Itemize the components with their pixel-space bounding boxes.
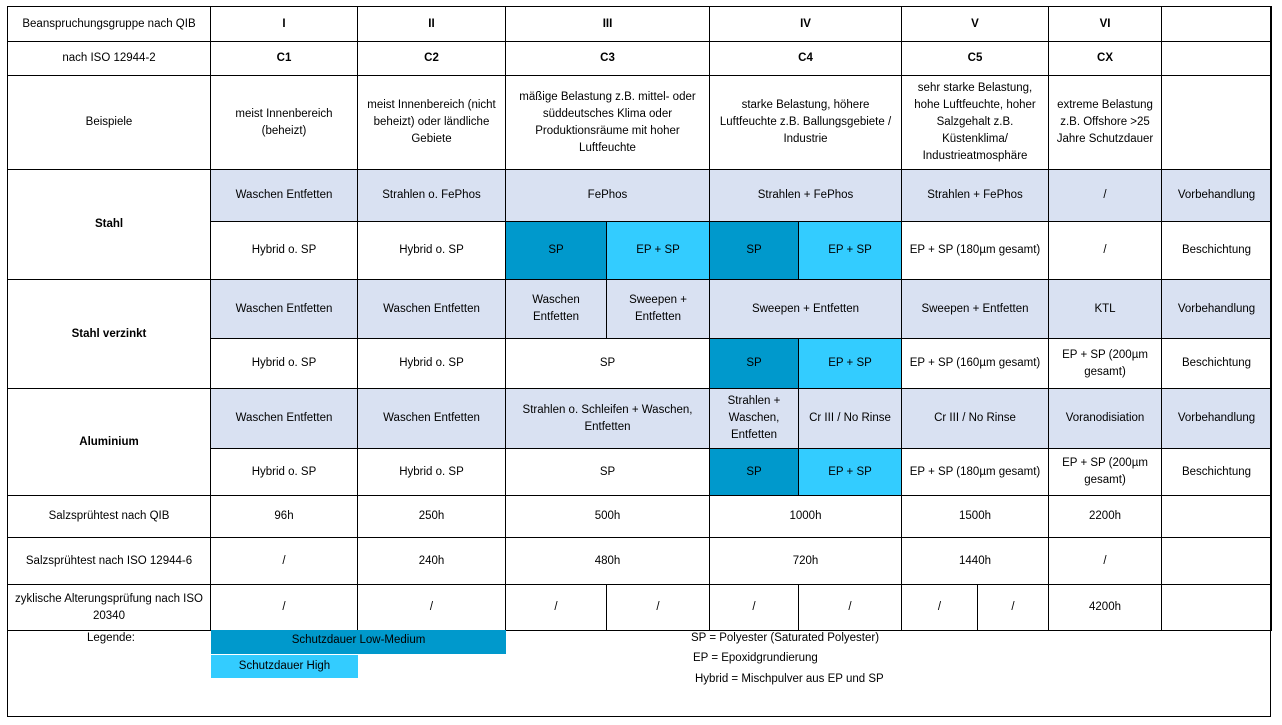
cyclic-cx: 4200h xyxy=(1049,585,1162,631)
legend-high: Schutzdauer High xyxy=(211,655,358,678)
example-c2: meist Innenbereich (nicht beheizt) oder ländliche Gebiete xyxy=(358,76,506,170)
aluminium-label: Aluminium xyxy=(8,389,211,496)
salt-qib-c2: 250h xyxy=(358,496,506,538)
stahl-coat-cx: / xyxy=(1049,222,1162,280)
iso-cx: CX xyxy=(1049,42,1162,76)
aluminium-coat-cx: EP + SP (200µm gesamt) xyxy=(1049,449,1162,496)
stahl-coat-c5: EP + SP (180µm gesamt) xyxy=(902,222,1049,280)
cyclic-c1: / xyxy=(211,585,358,631)
salt-iso-c3: 480h xyxy=(506,538,710,585)
example-cx: extreme Belastung z.B. Offshore >25 Jahre Schutzdauer xyxy=(1049,76,1162,170)
group-i: I xyxy=(211,7,358,42)
verzinkt-coat-c3: SP xyxy=(506,339,710,389)
aluminium-coat-c4-low: SP xyxy=(710,449,799,496)
iso-c1: C1 xyxy=(211,42,358,76)
aluminium-coat-c3: SP xyxy=(506,449,710,496)
cyclic-c3b: / xyxy=(607,585,710,631)
aluminium-pre-c2: Waschen Entfetten xyxy=(358,389,506,449)
aluminium-coat-c5: EP + SP (180µm gesamt) xyxy=(902,449,1049,496)
header-label: Beanspruchungsgruppe nach QIB xyxy=(8,7,211,42)
cyclic-label: zyklische Alterungsprüfung nach ISO 20340 xyxy=(8,585,211,631)
stahl-pre-c1: Waschen Entfetten xyxy=(211,170,358,222)
salt-qib-c5: 1500h xyxy=(902,496,1049,538)
group-ii: II xyxy=(358,7,506,42)
stahl-coat-c1: Hybrid o. SP xyxy=(211,222,358,280)
aluminium-pre-type: Vorbehandlung xyxy=(1162,389,1272,449)
group-v: V xyxy=(902,7,1049,42)
iso-c3: C3 xyxy=(506,42,710,76)
stahl-coat-c3-high: EP + SP xyxy=(607,222,710,280)
verzinkt-pre-c3a: Waschen Entfetten xyxy=(506,280,607,339)
verzinkt-coat-type: Beschichtung xyxy=(1162,339,1272,389)
aluminium-pre-cx: Voranodisiation xyxy=(1049,389,1162,449)
aluminium-coat-c4-high: EP + SP xyxy=(799,449,902,496)
stahl-coat-c4-low: SP xyxy=(710,222,799,280)
verzinkt-pre-type: Vorbehandlung xyxy=(1162,280,1272,339)
cyclic-c3a: / xyxy=(506,585,607,631)
stahl-pre-c4: Strahlen + FePhos xyxy=(710,170,902,222)
salt-iso-c1: / xyxy=(211,538,358,585)
stahl-pre-cx: / xyxy=(1049,170,1162,222)
verzinkt-label: Stahl verzinkt xyxy=(8,280,211,389)
cyclic-c5a: / xyxy=(902,585,978,631)
stahl-pre-c5: Strahlen + FePhos xyxy=(902,170,1049,222)
aluminium-coat-type: Beschichtung xyxy=(1162,449,1272,496)
aluminium-pre-c4a: Strahlen + Waschen, Entfetten xyxy=(710,389,799,449)
cyclic-c2: / xyxy=(358,585,506,631)
verzinkt-pre-c1: Waschen Entfetten xyxy=(211,280,358,339)
verzinkt-coat-c2: Hybrid o. SP xyxy=(358,339,506,389)
examples-label: Beispiele xyxy=(8,76,211,170)
example-c5: sehr starke Belastung, hohe Luftfeuchte, hoher Salzgehalt z.B. Küstenklima/ Industrieatmosphäre xyxy=(902,76,1049,170)
cyclic-c5b: / xyxy=(978,585,1049,631)
verzinkt-pre-c5: Sweepen + Entfetten xyxy=(902,280,1049,339)
cyclic-c4a: / xyxy=(710,585,799,631)
verzinkt-pre-cx: KTL xyxy=(1049,280,1162,339)
stahl-coat-c2: Hybrid o. SP xyxy=(358,222,506,280)
aluminium-pre-c3: Strahlen o. Schleifen + Waschen, Entfetten xyxy=(506,389,710,449)
verzinkt-coat-c1: Hybrid o. SP xyxy=(211,339,358,389)
stahl-label: Stahl xyxy=(8,170,211,280)
stahl-coat-c4-high: EP + SP xyxy=(799,222,902,280)
legend-label: Legende: xyxy=(87,632,135,644)
example-c4: starke Belastung, höhere Luftfeuchte z.B. Ballungsgebiete / Industrie xyxy=(710,76,902,170)
stahl-coat-type: Beschichtung xyxy=(1162,222,1272,280)
salt-iso-cx: / xyxy=(1049,538,1162,585)
salt-qib-cx: 2200h xyxy=(1049,496,1162,538)
iso-c4: C4 xyxy=(710,42,902,76)
stahl-pre-type: Vorbehandlung xyxy=(1162,170,1272,222)
salt-qib-label: Salzsprühtest nach QIB xyxy=(8,496,211,538)
verzinkt-coat-cx: EP + SP (200µm gesamt) xyxy=(1049,339,1162,389)
legend-ep: EP = Epoxidgrundierung xyxy=(693,652,818,664)
aluminium-pre-c5: Cr III / No Rinse xyxy=(902,389,1049,449)
example-c3: mäßige Belastung z.B. mittel- oder süddeutsches Klima oder Produktionsräume mit hoher Luftfeuchte xyxy=(506,76,710,170)
group-iv: IV xyxy=(710,7,902,42)
verzinkt-pre-c3b: Sweepen + Entfetten xyxy=(607,280,710,339)
salt-iso-label: Salzsprühtest nach ISO 12944-6 xyxy=(8,538,211,585)
group-iii: III xyxy=(506,7,710,42)
iso-label: nach ISO 12944-2 xyxy=(8,42,211,76)
stahl-coat-c3-low: SP xyxy=(506,222,607,280)
cyclic-c4b: / xyxy=(799,585,902,631)
legend-hybrid: Hybrid = Mischpulver aus EP und SP xyxy=(695,673,884,685)
example-c1: meist Innenbereich (beheizt) xyxy=(211,76,358,170)
salt-qib-c1: 96h xyxy=(211,496,358,538)
verzinkt-pre-c2: Waschen Entfetten xyxy=(358,280,506,339)
stahl-pre-c2: Strahlen o. FePhos xyxy=(358,170,506,222)
aluminium-pre-c1: Waschen Entfetten xyxy=(211,389,358,449)
verzinkt-pre-c4: Sweepen + Entfetten xyxy=(710,280,902,339)
verzinkt-coat-c5: EP + SP (160µm gesamt) xyxy=(902,339,1049,389)
salt-iso-c5: 1440h xyxy=(902,538,1049,585)
legend-low-medium: Schutzdauer Low-Medium xyxy=(211,630,506,654)
salt-iso-c4: 720h xyxy=(710,538,902,585)
group-vi: VI xyxy=(1049,7,1162,42)
iso-c5: C5 xyxy=(902,42,1049,76)
salt-qib-c3: 500h xyxy=(506,496,710,538)
salt-qib-c4: 1000h xyxy=(710,496,902,538)
salt-iso-c2: 240h xyxy=(358,538,506,585)
iso-c2: C2 xyxy=(358,42,506,76)
aluminium-coat-c1: Hybrid o. SP xyxy=(211,449,358,496)
verzinkt-coat-c4-high: EP + SP xyxy=(799,339,902,389)
verzinkt-coat-c4-low: SP xyxy=(710,339,799,389)
aluminium-pre-c4b: Cr III / No Rinse xyxy=(799,389,902,449)
table-frame xyxy=(7,6,1271,717)
aluminium-coat-c2: Hybrid o. SP xyxy=(358,449,506,496)
stahl-pre-c3: FePhos xyxy=(506,170,710,222)
legend-sp: SP = Polyester (Saturated Polyester) xyxy=(691,632,880,644)
